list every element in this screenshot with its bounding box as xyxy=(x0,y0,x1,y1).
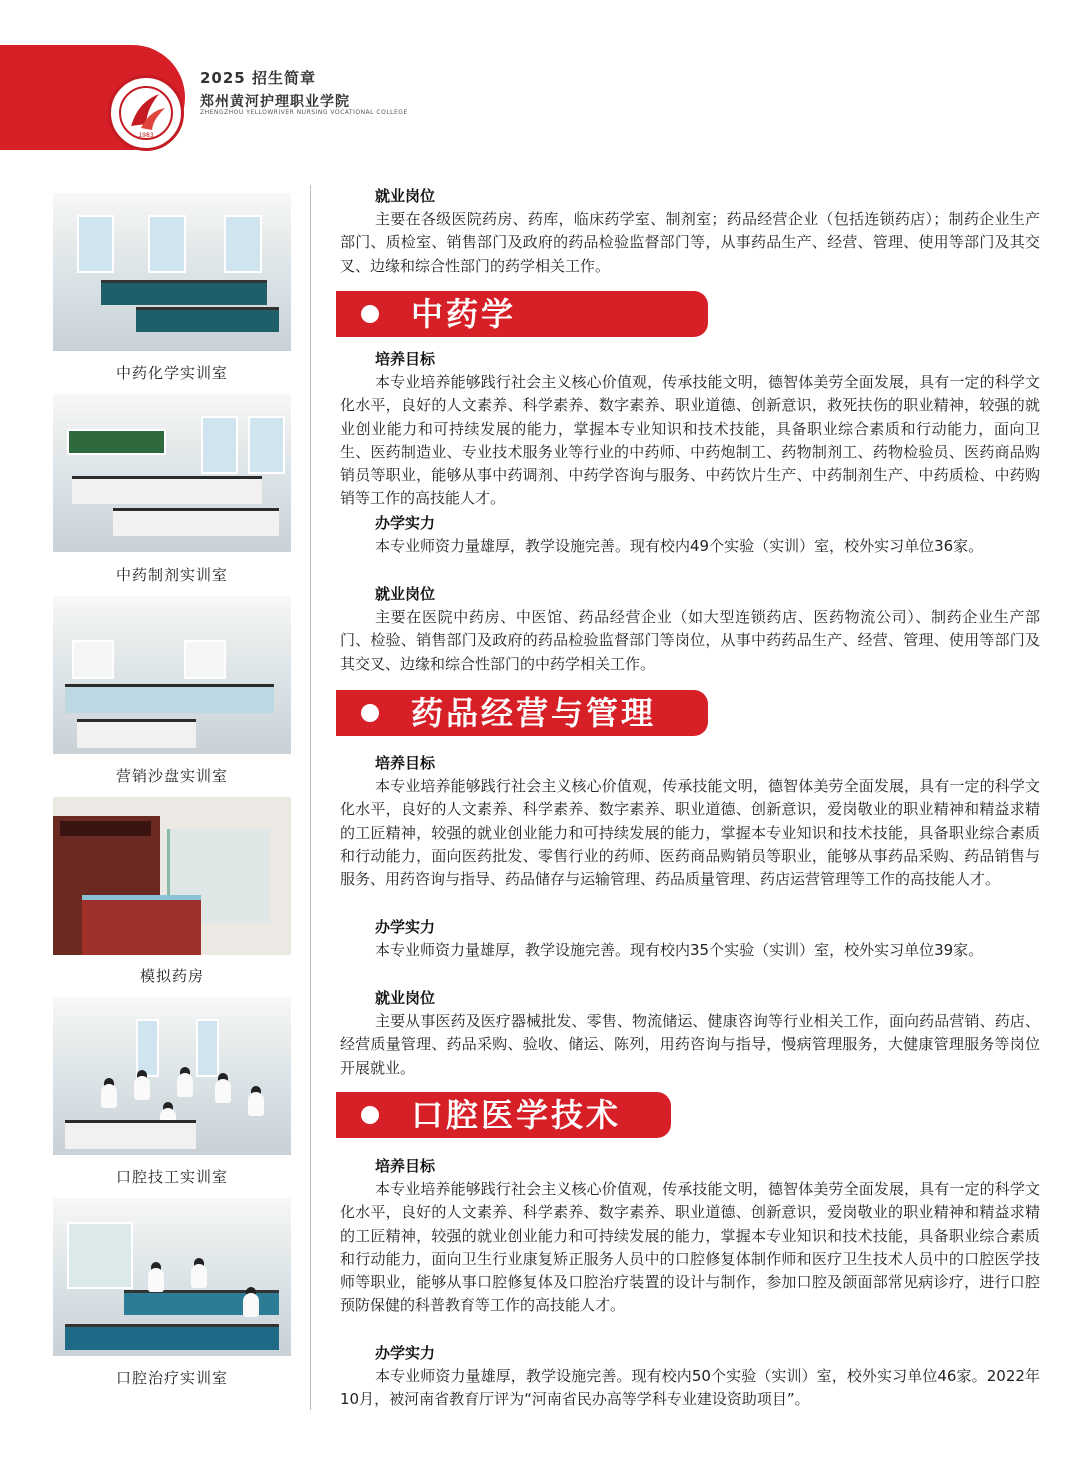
photo-dental-treatment-lab xyxy=(53,1198,291,1356)
photo-caption: 口腔治疗实训室 xyxy=(115,1369,228,1387)
photo-marketing-sandbox-lab xyxy=(53,596,291,754)
logo-year: 1983 xyxy=(138,132,154,139)
photo-caption: 中药制剂实训室 xyxy=(115,566,228,584)
bullet-icon xyxy=(361,1106,379,1124)
major-banner xyxy=(336,1092,671,1138)
section-text: 本专业师资力量雄厚，教学设施完善。现有校内35个实验（实训）室，校外实习单位39家。 xyxy=(375,941,984,959)
photo-herbal-preparation-lab xyxy=(53,394,291,552)
section-text: 本专业培养能够践行社会主义核心价值观，传承技能文明，德智体美劳全面发展，具有一定的科学文化水平，良好的人文素养、科学素养、数字素养、职业道德、创新意识，爱岗敬业的职业精神和精益求精的工匠精神，较强的就业创业能力和可持续发展的能力，掌握本专业知识和技术技能，具备职业综合素质和行动能力，面向医药批发、零售行业的药师、医药商品购销员等职业，能够从事药品采购、药品销售与服务、用药咨询与指导、药品储存与运输管理、药品质量管理、药店运营管理等工作的高技能人才。 xyxy=(340,777,1040,889)
photo-caption: 中药化学实训室 xyxy=(115,364,228,382)
photo-caption: 口腔技工实训室 xyxy=(115,1168,228,1186)
section-text: 本专业培养能够践行社会主义核心价值观，传承技能文明，德智体美劳全面发展，具有一定的科学文化水平，良好的人文素养、科学素养、数字素养、职业道德、创新意识，救死扶伤的职业精神，较强的就业创业能力和可持续发展的能力，掌握本专业知识和技术技能，具备职业综合素质和行动能力，面向卫生、医药制造业、专业技术服务业等行业的中药师、中药炮制工、药物制剂工、药物检验员、医药商品购销员等职业，能够从事中药调剂、中药学咨询与服务、中药饮片生产、中药制剂生产、中药质检、中药购销等工作的高技能人才。 xyxy=(340,373,1040,508)
bullet-icon xyxy=(361,305,379,323)
section-label: 培养目标 xyxy=(375,754,436,772)
section-label: 办学实力 xyxy=(375,1344,436,1362)
section-text: 本专业培养能够践行社会主义核心价值观，传承技能文明，德智体美劳全面发展，具有一定的科学文化水平，良好的人文素养、科学素养、数字素养、职业道德、创新意识，爱岗敬业的职业精神和精益求精的工匠精神，较强的就业创业能力和可持续发展的能力，掌握本专业知识和技术技能，具备职业综合素质和行动能力，面向卫生行业康复矫正服务人员中的口腔修复体制作师和医疗卫生技术人员中的口腔医学技师等职业，能够从事口腔修复体及口腔治疗装置的设计与制作，参加口腔及颌面部常见病诊疗，进行口腔预防保健的科普教育等工作的高技能人才。 xyxy=(340,1180,1040,1315)
major-banner xyxy=(336,690,708,736)
column-divider xyxy=(310,185,311,1410)
college-name-cn: 郑州黄河护理职业学院 xyxy=(200,94,350,110)
section-label: 就业岗位 xyxy=(375,187,436,205)
section-label: 培养目标 xyxy=(375,350,436,368)
major-banner xyxy=(336,291,708,337)
section-text: 主要从事医药及医疗器械批发、零售、物流储运、健康咨询等行业相关工作，面向药品营销、药店、经营质量管理、药品采购、验收、储运、陈列，用药咨询与指导，慢病管理服务，大健康管理服务等岗位开展就业。 xyxy=(340,1012,1040,1077)
photo-simulated-pharmacy xyxy=(53,797,291,955)
photo-caption: 模拟药房 xyxy=(139,967,204,985)
photo-dental-tech-lab xyxy=(53,997,291,1155)
section-label: 培养目标 xyxy=(375,1157,436,1175)
brochure-title: 2025 招生简章 xyxy=(200,69,316,87)
bullet-icon xyxy=(361,704,379,722)
section-text: 本专业师资力量雄厚，教学设施完善。现有校内50个实验（实训）室，校外实习单位46家。2022年10月，被河南省教育厅评为“河南省民办高等学科专业建设资助项目”。 xyxy=(340,1367,1040,1409)
photo-herbal-chemistry-lab xyxy=(53,193,291,351)
section-text: 主要在医院中药房、中医馆、药品经营企业（如大型连锁药店、医药物流公司）、制药企业生产部门、检验、销售部门及政府的药品检验监督部门等岗位，从事中药药品生产、经营、管理、使用等部门及其交叉、边缘和综合性部门的中药学相关工作。 xyxy=(340,608,1040,673)
section-label: 就业岗位 xyxy=(375,989,436,1007)
college-logo xyxy=(108,75,184,151)
major-title: 口腔医学技术 xyxy=(411,1096,622,1134)
section-text: 本专业师资力量雄厚，教学设施完善。现有校内49个实验（实训）室，校外实习单位36家。 xyxy=(375,537,984,555)
section-label: 办学实力 xyxy=(375,918,436,936)
section-label: 办学实力 xyxy=(375,514,436,532)
section-text: 主要在各级医院药房、药库，临床药学室、制剂室；药品经营企业（包括连锁药店）；制药企业生产部门、质检室、销售部门及政府的药品检验监督部门等，从事药品生产、经营、管理、使用等部门及其交叉、边缘和综合性部门的药学相关工作。 xyxy=(340,210,1040,275)
photo-caption: 营销沙盘实训室 xyxy=(115,767,228,785)
section-label: 就业岗位 xyxy=(375,585,436,603)
major-title: 中药学 xyxy=(411,295,517,333)
major-title: 药品经营与管理 xyxy=(411,694,657,732)
college-name-en: ZHENGZHOU YELLOWRIVER NURSING VOCATIONAL COLLEGE xyxy=(200,109,408,116)
